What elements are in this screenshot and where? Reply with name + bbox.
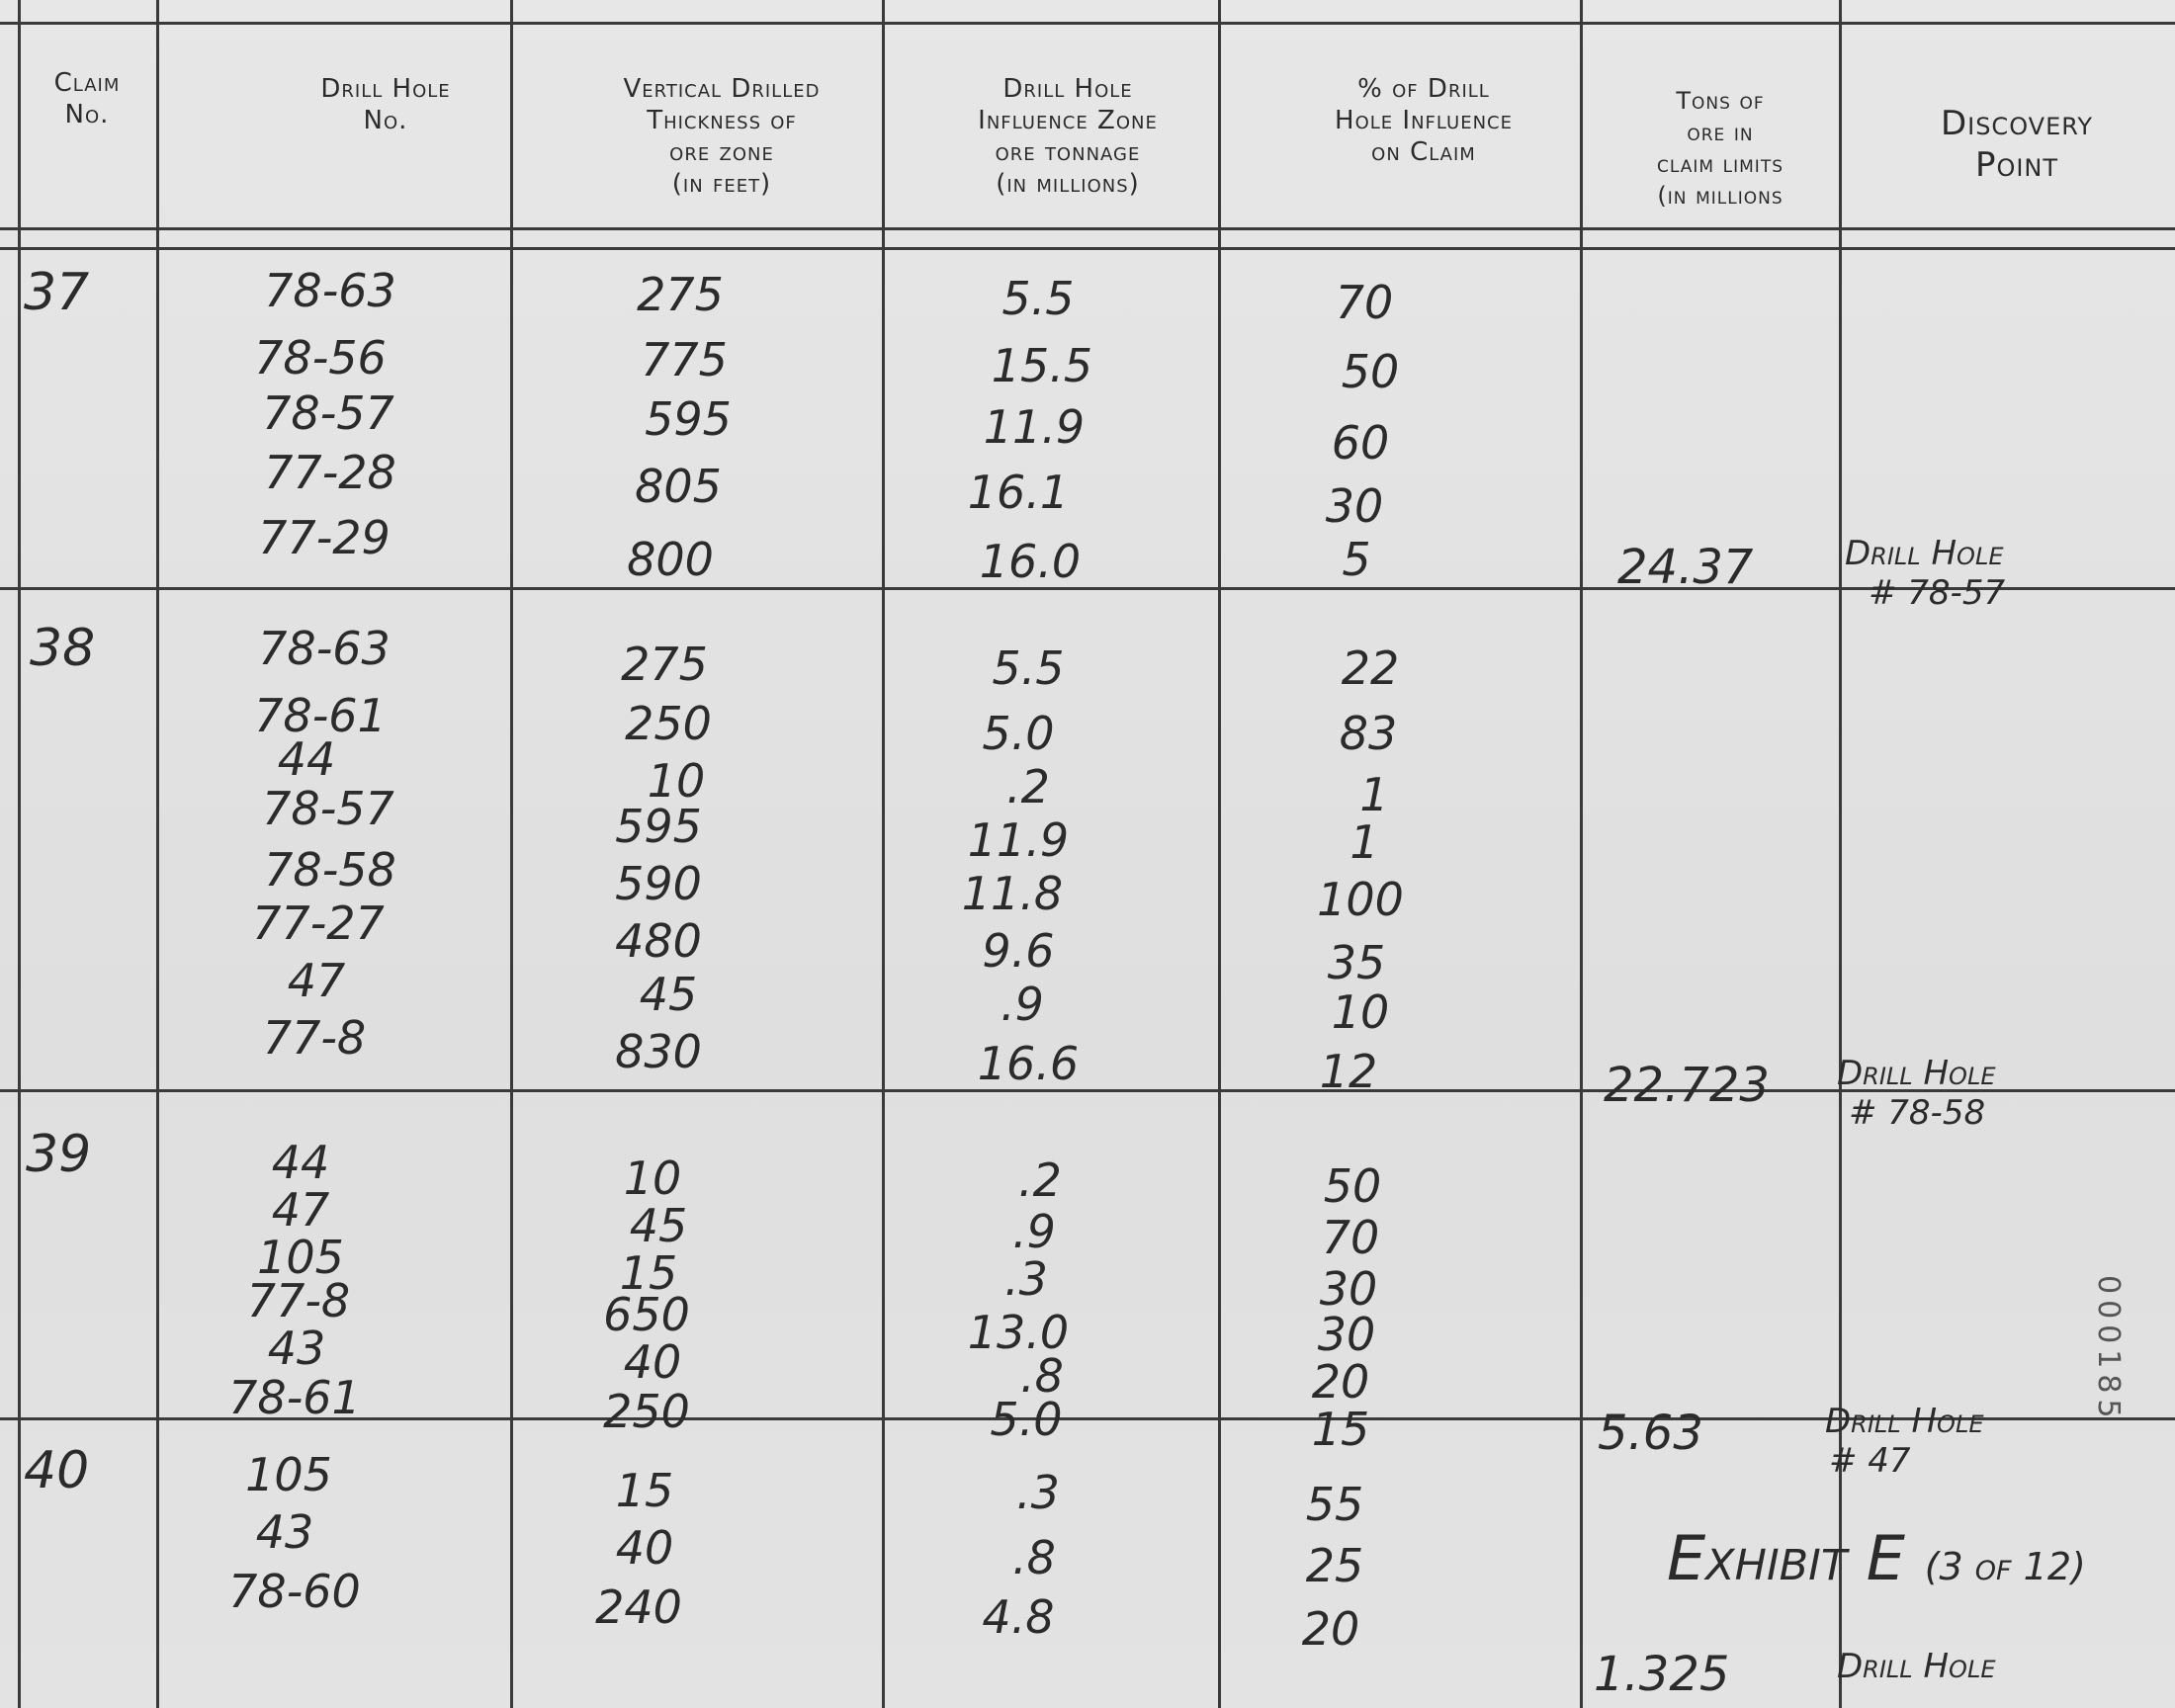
percent-cell: 22: [1341, 641, 1400, 695]
tonnage-cell: .9: [1012, 1205, 1056, 1258]
tonnage-cell: 5.5: [1001, 272, 1075, 325]
header-tons-in-claim: Tons of ore in claim limits (in millions: [1656, 87, 1784, 210]
drill-hole-cell: 105: [257, 1231, 344, 1284]
claim-tons-total: 5.63: [1598, 1406, 1703, 1461]
header-influence-pct: % of Drill Hole Influence on Claim: [1335, 74, 1513, 167]
column-rule: [1580, 0, 1583, 1708]
column-rule: [510, 0, 513, 1708]
thickness-cell: 275: [621, 638, 708, 691]
thickness-cell: 595: [615, 800, 702, 853]
percent-cell: 5: [1342, 533, 1371, 586]
tonnage-cell: 5.0: [982, 707, 1055, 760]
thickness-cell: 590: [615, 857, 702, 910]
percent-cell: 25: [1305, 1539, 1364, 1592]
tonnage-cell: 11.8: [961, 867, 1064, 920]
header-rule: [0, 247, 2175, 250]
drill-hole-cell: 77-28: [264, 446, 396, 499]
header-claim-no: Claim No.: [53, 68, 121, 129]
tonnage-cell: 16.1: [967, 466, 1070, 519]
percent-cell: 50: [1323, 1159, 1382, 1213]
discovery-point: Drill Hole: [1837, 1647, 1996, 1686]
percent-cell: 30: [1319, 1262, 1378, 1316]
drill-hole-cell: 78-56: [254, 331, 387, 384]
claim-tons-total: 24.37: [1617, 540, 1754, 595]
header-rule: [0, 227, 2175, 230]
bates-number: 000185: [2091, 1275, 2126, 1424]
percent-cell: 35: [1327, 936, 1386, 989]
column-rule: [1218, 0, 1221, 1708]
row-rule: [0, 22, 2175, 25]
percent-cell: 10: [1331, 985, 1390, 1039]
drill-hole-cell: 78-63: [264, 264, 396, 317]
thickness-cell: 10: [647, 754, 706, 808]
thickness-cell: 775: [641, 333, 728, 386]
drill-hole-cell: 77-27: [252, 897, 385, 950]
column-rule: [882, 0, 885, 1708]
thickness-cell: 10: [623, 1152, 682, 1205]
drill-hole-cell: 78-60: [228, 1565, 361, 1618]
drill-hole-cell: 43: [255, 1505, 314, 1559]
percent-cell: 20: [1311, 1355, 1370, 1409]
thickness-cell: 805: [635, 460, 722, 513]
tonnage-cell: .8: [1020, 1349, 1064, 1403]
thickness-cell: 15: [615, 1464, 674, 1517]
percent-cell: 55: [1305, 1478, 1364, 1531]
percent-cell: 100: [1317, 873, 1404, 926]
claim-number: 38: [30, 619, 96, 678]
tonnage-cell: .9: [1000, 978, 1044, 1031]
drill-hole-cell: 43: [267, 1322, 326, 1375]
header-vertical-thickness: Vertical Drilled Thickness of ore zone (in feet): [623, 74, 821, 199]
claim-tons-total: 1.325: [1594, 1647, 1730, 1702]
header-ore-tonnage: Drill Hole Influence Zone ore tonnage (in millions): [978, 74, 1158, 199]
thickness-cell: 45: [639, 968, 698, 1021]
column-rule: [18, 0, 21, 1708]
drill-hole-cell: 77-8: [262, 1011, 367, 1065]
thickness-cell: 595: [645, 392, 732, 446]
tonnage-cell: 13.0: [967, 1306, 1070, 1359]
drill-hole-cell: 44: [277, 732, 336, 786]
header-drill-hole-no: Drill Hole No.: [320, 74, 451, 135]
thickness-cell: 40: [615, 1521, 674, 1575]
thickness-cell: 275: [637, 268, 724, 321]
percent-cell: 1: [1359, 768, 1389, 821]
discovery-point: Drill Hole # 78-58: [1837, 1054, 1996, 1133]
thickness-cell: 250: [625, 697, 712, 750]
tonnage-cell: 5.5: [992, 641, 1065, 695]
drill-hole-cell: 78-57: [262, 782, 394, 835]
tonnage-cell: 15.5: [991, 339, 1093, 392]
tonnage-cell: 5.0: [990, 1393, 1063, 1446]
drill-hole-cell: 78-58: [264, 843, 396, 897]
percent-cell: 15: [1311, 1403, 1370, 1456]
drill-hole-cell: 47: [271, 1183, 330, 1237]
thickness-cell: 40: [623, 1335, 682, 1389]
exhibit-label: Exhibit E (3 of 12): [1667, 1522, 2086, 1594]
tonnage-cell: 11.9: [967, 813, 1070, 867]
claim-number: 39: [26, 1125, 92, 1184]
tonnage-cell: 11.9: [983, 400, 1086, 454]
drill-hole-cell: 47: [287, 954, 346, 1007]
tonnage-cell: 16.6: [977, 1037, 1080, 1090]
tonnage-cell: .3: [1016, 1466, 1060, 1519]
percent-cell: 70: [1321, 1211, 1380, 1264]
drill-hole-cell: 77-8: [246, 1274, 351, 1327]
drill-hole-cell: 78-57: [262, 386, 394, 440]
claim-tons-total: 22.723: [1604, 1058, 1770, 1113]
tonnage-cell: .3: [1004, 1252, 1048, 1306]
column-rule: [156, 0, 159, 1708]
percent-cell: 50: [1341, 345, 1400, 398]
percent-cell: 30: [1325, 479, 1384, 533]
tonnage-cell: .8: [1012, 1531, 1056, 1584]
claim-number: 40: [24, 1441, 90, 1500]
tonnage-cell: 16.0: [979, 535, 1082, 588]
drill-hole-cell: 105: [245, 1448, 332, 1501]
thickness-cell: 240: [595, 1580, 682, 1634]
thickness-cell: 800: [627, 533, 714, 586]
thickness-cell: 650: [603, 1288, 690, 1341]
thickness-cell: 250: [603, 1385, 690, 1438]
drill-hole-cell: 78-61: [254, 689, 387, 742]
thickness-cell: 15: [619, 1246, 678, 1300]
percent-cell: 70: [1335, 276, 1394, 329]
drill-hole-cell: 77-29: [258, 511, 391, 564]
header-discovery-point: Discovery Point: [1940, 104, 2094, 185]
drill-hole-cell: 78-63: [258, 622, 391, 675]
thickness-cell: 830: [615, 1025, 702, 1078]
percent-cell: 60: [1331, 416, 1390, 470]
percent-cell: 20: [1301, 1602, 1360, 1656]
tonnage-cell: .2: [1018, 1153, 1062, 1207]
tonnage-cell: 9.6: [982, 924, 1055, 978]
discovery-point: Drill Hole # 78-57: [1845, 534, 2006, 613]
percent-cell: 1: [1349, 815, 1379, 869]
percent-cell: 30: [1317, 1308, 1376, 1361]
percent-cell: 83: [1339, 707, 1398, 760]
thickness-cell: 480: [615, 914, 702, 968]
thickness-cell: 45: [629, 1199, 688, 1252]
drill-hole-cell: 44: [271, 1136, 330, 1189]
claim-number: 37: [24, 263, 90, 322]
discovery-point: Drill Hole # 47: [1825, 1402, 1984, 1481]
tonnage-cell: 4.8: [982, 1590, 1055, 1644]
drill-hole-cell: 78-61: [228, 1371, 361, 1424]
percent-cell: 12: [1319, 1045, 1378, 1098]
tonnage-cell: .2: [1006, 760, 1050, 813]
